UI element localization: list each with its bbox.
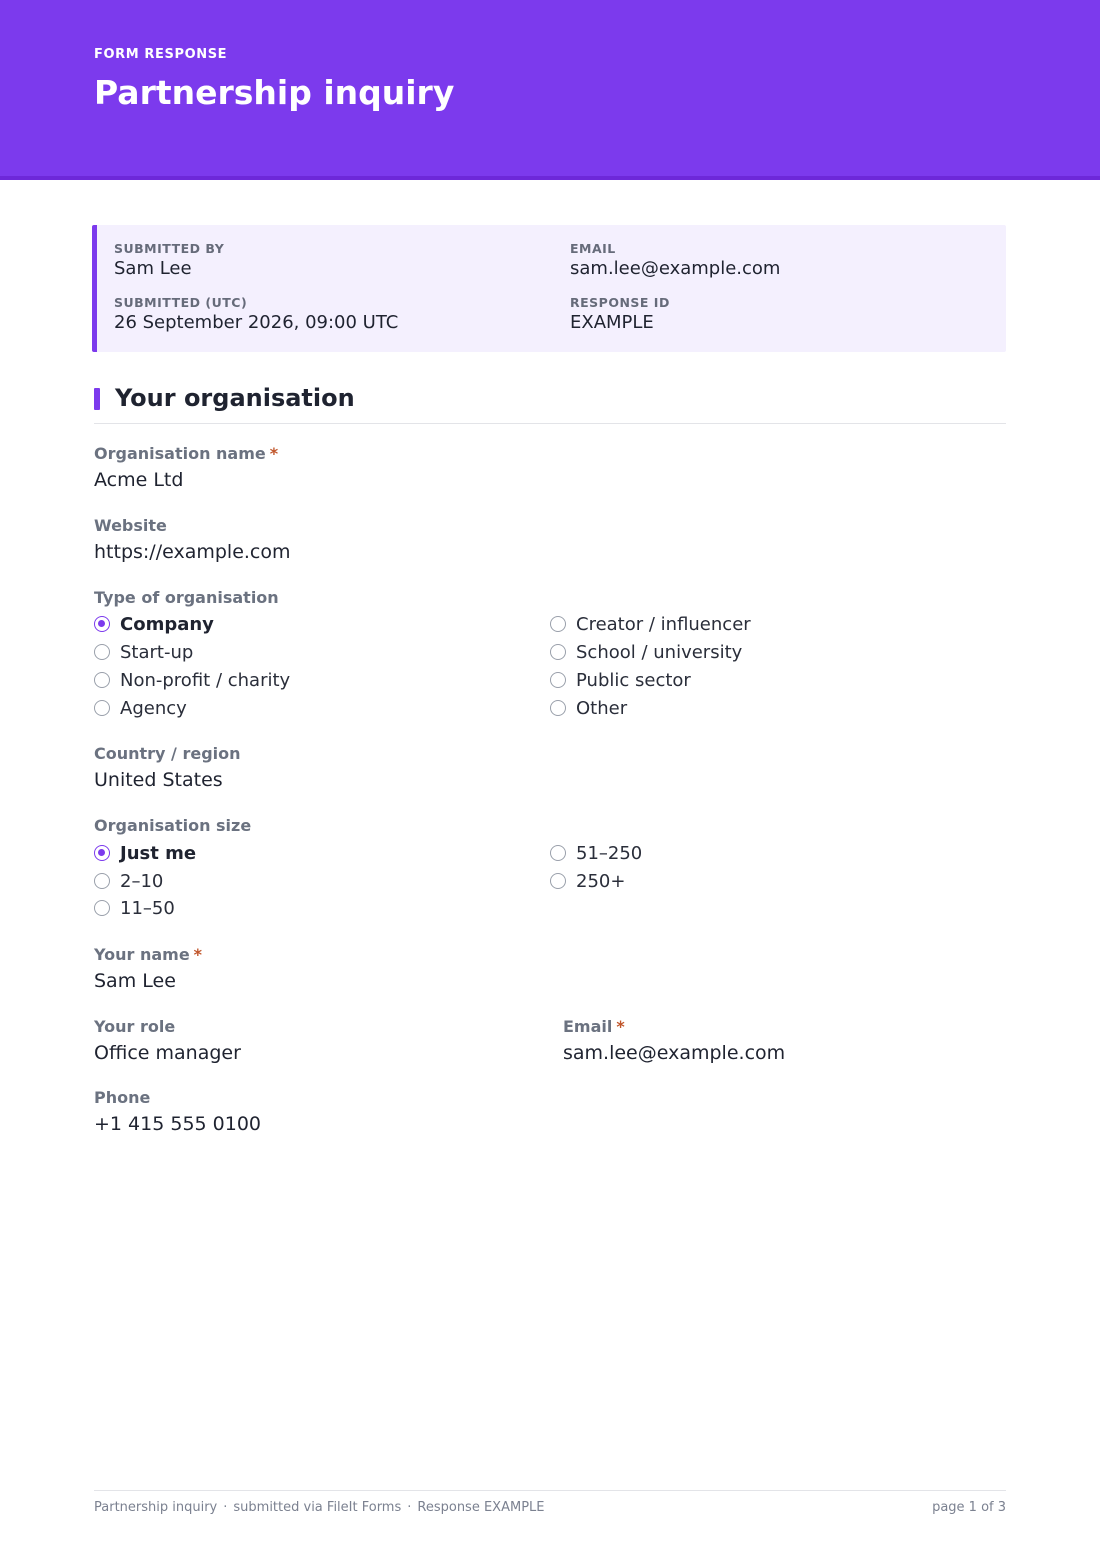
radio-empty-icon <box>550 873 566 889</box>
email-value: sam.lee@example.com <box>570 258 781 279</box>
radio-option-start-up[interactable] <box>94 640 193 664</box>
required-asterisk: * <box>616 1017 625 1036</box>
field-label-text: Organisation name <box>94 444 266 463</box>
field-label: Your role <box>94 1017 176 1036</box>
footer-separator: · <box>223 1500 228 1515</box>
radio-option-public-sector[interactable] <box>550 668 691 692</box>
radio-option-just-me[interactable] <box>94 841 196 865</box>
radio-empty-icon <box>94 700 110 716</box>
radio-empty-icon <box>94 900 110 916</box>
radio-option-250-plus[interactable] <box>550 869 625 893</box>
radio-option-label: Start-up <box>120 641 194 663</box>
submission-meta-panel <box>92 225 1006 352</box>
footer-response: Response EXAMPLE <box>417 1500 545 1515</box>
field-value: +1 415 555 0100 <box>94 1113 262 1135</box>
section-accent-bar <box>94 388 100 410</box>
radio-empty-icon <box>550 700 566 716</box>
field-organisation-size <box>94 816 251 835</box>
radio-option-label: Public sector <box>576 669 691 691</box>
header-eyebrow: FORM RESPONSE <box>94 47 228 62</box>
radio-empty-icon <box>550 616 566 632</box>
field-value: https://example.com <box>94 541 291 563</box>
field-your-role <box>94 1017 241 1064</box>
radio-option-company[interactable] <box>94 612 214 636</box>
radio-option-school[interactable] <box>550 640 742 664</box>
field-label <box>94 945 202 964</box>
response-id-value: EXAMPLE <box>570 312 654 333</box>
response-id-label: RESPONSE ID <box>570 295 670 310</box>
form-header <box>0 0 1100 180</box>
submitted-by-label: SUBMITTED BY <box>114 241 225 256</box>
radio-empty-icon <box>550 672 566 688</box>
submitted-by-value: Sam Lee <box>114 258 192 279</box>
radio-option-label: Creator / influencer <box>576 613 751 635</box>
footer-separator: · <box>407 1500 412 1515</box>
field-label: Country / region <box>94 744 241 763</box>
radio-option-creator[interactable] <box>550 612 751 636</box>
submitted-utc <box>114 295 398 333</box>
radio-option-other[interactable] <box>550 696 627 720</box>
radio-selected-icon <box>94 616 110 632</box>
radio-option-label: 250+ <box>576 870 626 892</box>
field-country-region <box>94 744 241 791</box>
radio-empty-icon <box>550 644 566 660</box>
radio-option-label: Company <box>120 613 214 635</box>
radio-empty-icon <box>94 644 110 660</box>
field-value: Sam Lee <box>94 970 176 992</box>
radio-option-11-50[interactable] <box>94 896 175 920</box>
email-label: EMAIL <box>570 241 616 256</box>
radio-selected-icon <box>94 845 110 861</box>
radio-option-label: 51–250 <box>576 842 643 864</box>
field-value: United States <box>94 769 223 791</box>
field-label <box>563 1017 785 1036</box>
response-id <box>570 295 670 333</box>
radio-option-non-profit[interactable] <box>94 668 290 692</box>
field-phone <box>94 1088 261 1135</box>
radio-option-2-10[interactable] <box>94 869 163 893</box>
field-value: Office manager <box>94 1042 241 1064</box>
field-label: Website <box>94 516 167 535</box>
radio-empty-icon <box>550 845 566 861</box>
field-label: Phone <box>94 1088 151 1107</box>
form-title: Partnership inquiry <box>94 73 455 112</box>
page-number: page 1 of 3 <box>932 1500 1006 1515</box>
radio-option-label: Agency <box>120 697 187 719</box>
radio-option-label: School / university <box>576 641 743 663</box>
field-organisation-name <box>94 444 278 491</box>
radio-option-label: Just me <box>120 842 197 864</box>
radio-option-agency[interactable] <box>94 696 187 720</box>
footer-via: submitted via FileIt Forms <box>233 1500 402 1515</box>
submitted-utc-value: 26 September 2026, 09:00 UTC <box>114 312 399 333</box>
field-type-of-organisation <box>94 588 279 607</box>
radio-option-label: 11–50 <box>120 897 175 919</box>
field-label: Organisation size <box>94 816 252 835</box>
field-email <box>563 1017 785 1064</box>
field-value: sam.lee@example.com <box>563 1042 786 1064</box>
field-label <box>94 444 278 463</box>
required-asterisk: * <box>193 945 203 964</box>
submitted-by <box>114 241 224 279</box>
field-label-text: Email <box>563 1017 613 1036</box>
field-value: Acme Ltd <box>94 469 184 491</box>
submitter-email <box>570 241 780 279</box>
submitted-utc-label: SUBMITTED (UTC) <box>114 295 248 310</box>
radio-option-label: 2–10 <box>120 870 164 892</box>
radio-empty-icon <box>94 672 110 688</box>
radio-empty-icon <box>94 873 110 889</box>
required-asterisk: * <box>269 444 279 463</box>
field-your-name <box>94 945 202 992</box>
radio-option-51-250[interactable] <box>550 841 642 865</box>
radio-option-label: Non-profit / charity <box>120 669 291 691</box>
section-title: Your organisation <box>115 384 355 412</box>
page-footer <box>94 1490 1006 1520</box>
footer-form-name: Partnership inquiry <box>94 1500 218 1515</box>
radio-option-label: Other <box>576 697 628 719</box>
section-heading <box>94 384 1006 424</box>
field-label: Type of organisation <box>94 588 279 607</box>
footer-info <box>94 1500 544 1515</box>
field-label-text: Your name <box>94 945 190 964</box>
field-website <box>94 516 291 563</box>
